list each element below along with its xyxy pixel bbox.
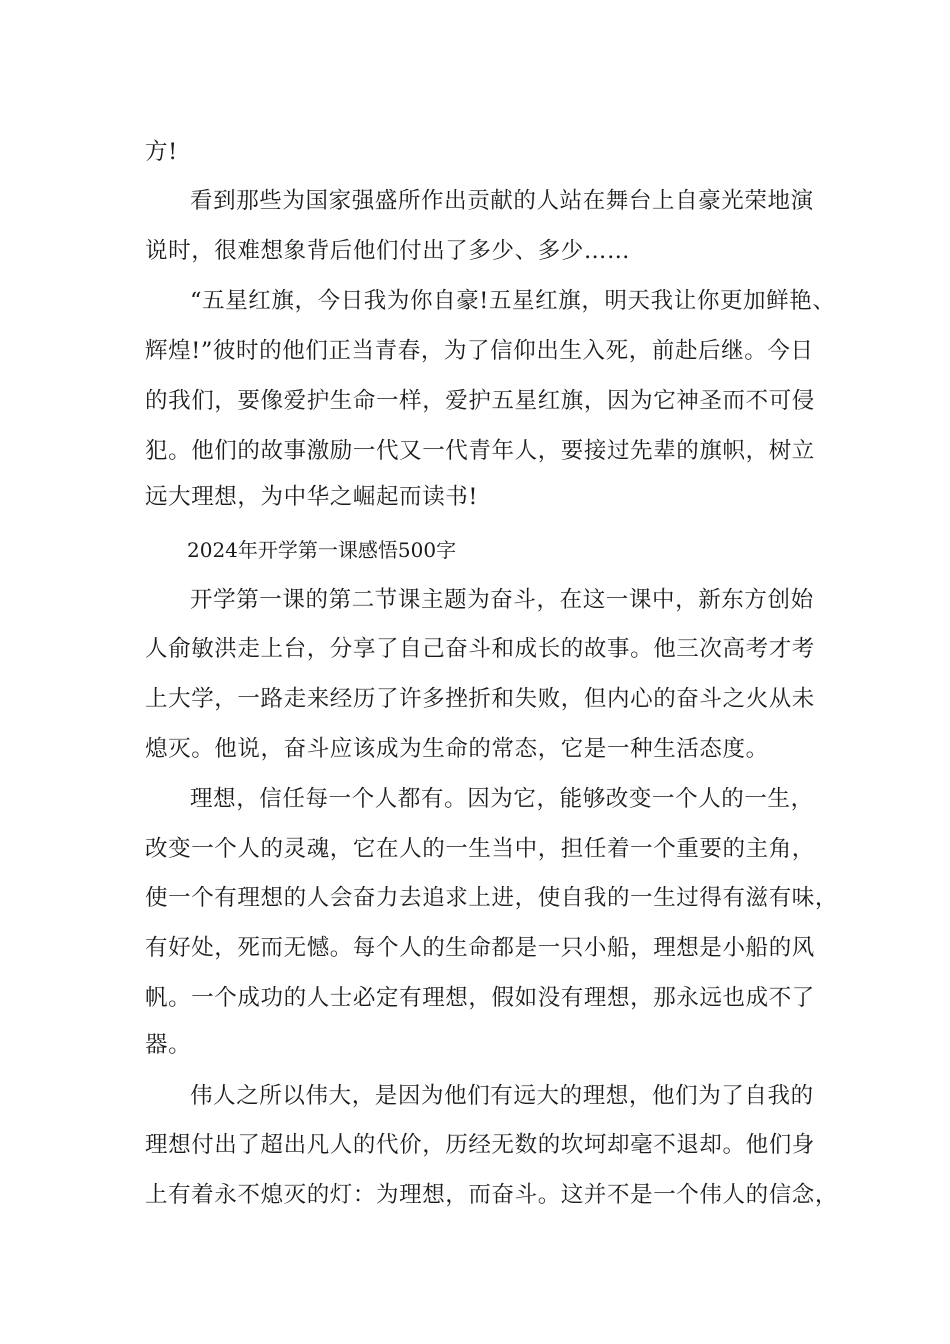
section-heading: 2024年开学第一课感悟500字: [187, 538, 457, 562]
text-line: 使一个有理想的人会奋力去追求上进，使自我的一生过得有滋有味，: [145, 885, 839, 911]
text-line: 上大学，一路走来经历了许多挫折和失败，但内心的奋斗之火从未: [145, 686, 815, 712]
text-line: 人俞敏洪走上台，分享了自己奋斗和成长的故事。他三次高考才考: [145, 636, 815, 662]
text-line: 伟人之所以伟大，是因为他们有远大的理想，他们为了自我的: [190, 1083, 814, 1109]
text-line: 器。: [145, 1032, 192, 1058]
text-line: 改变一个人的灵魂，它在人的一生当中，担任着一个重要的主角，: [145, 836, 815, 862]
text-line: “五星红旗，今日我为你自豪!五星红旗，明天我让你更加鲜艳、: [190, 288, 836, 314]
text-line: 方!: [145, 139, 178, 165]
text-line: 辉煌!”彼时的他们正当青春，为了信仰出生入死，前赴后继。今日: [145, 338, 814, 364]
text-line: 理想，信任每一个人都有。因为它，能够改变一个人的一生，: [190, 786, 814, 812]
text-line: 理想付出了超出凡人的代价，历经无数的坎坷却毫不退却。他们身: [145, 1132, 815, 1158]
text-line: 有好处，死而无憾。每个人的生命都是一只小船，理想是小船的风: [145, 935, 815, 961]
text-line: 帆。一个成功的人士必定有理想，假如没有理想，那永远也成不了: [145, 985, 815, 1011]
text-line: 上有着永不熄灭的灯：为理想，而奋斗。这并不是一个伟人的信念，: [145, 1182, 839, 1208]
text-line: 开学第一课的第二节课主题为奋斗，在这一课中，新东方创始: [190, 587, 814, 613]
text-line: 看到那些为国家强盛所作出贡献的人站在舞台上自豪光荣地演: [190, 188, 814, 214]
text-line: 犯。他们的故事激励一代又一代青年人，要接过先辈的旗帜，树立: [145, 438, 815, 464]
text-line: 的我们，要像爱护生命一样，爱护五星红旗，因为它神圣而不可侵: [145, 388, 815, 414]
text-line: 熄灭。他说，奋斗应该成为生命的常态，它是一种生活态度。: [145, 736, 769, 762]
text-line: 远大理想，为中华之崛起而读书!: [145, 484, 479, 510]
text-line: 说时，很难想象背后他们付出了多少、多少……: [145, 238, 631, 264]
